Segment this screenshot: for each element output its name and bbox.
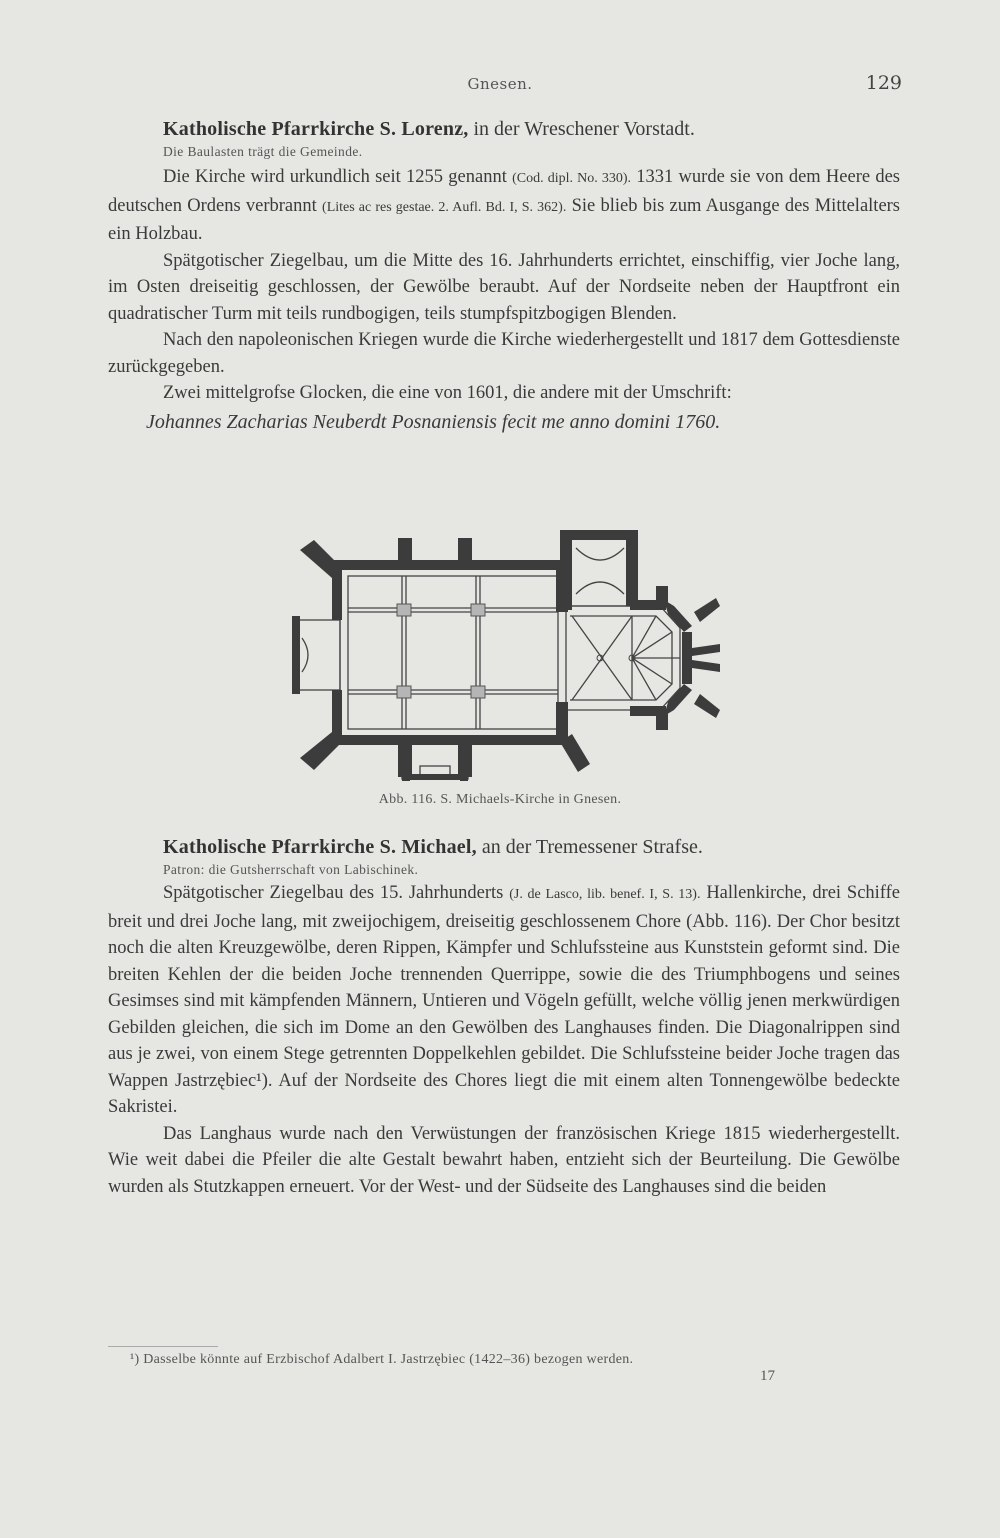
citation: (Lites ac res gestae. 2. Aufl. Bd. I, S. 362). — [322, 199, 567, 215]
text-run: Die Kirche wird urkundlich seit 1255 genannt — [163, 167, 507, 187]
figure-caption: Abb. 116. S. Michaels-Kirche in Gnesen. — [378, 792, 622, 807]
section-heading — [108, 834, 900, 860]
paragraph — [108, 164, 900, 248]
bell-inscription: Johannes Zacharias Neuberdt Posnaniensis fecit me anno domini 1760. — [146, 410, 721, 433]
signature-mark: 17 — [760, 1368, 775, 1384]
paragraph — [108, 880, 900, 1121]
heading-bold: Katholische Pfarrkirche S. Lorenz, — [163, 118, 469, 140]
text-run: Spätgotischer Ziegelbau des 15. Jahrhunderts — [163, 883, 504, 903]
page-number: 129 — [865, 72, 902, 94]
text-run: Hallenkirche, drei Schiffe breit und drei Joche lang, mit zweijochigem, dreiseitig geschlossenem Chore (Abb. 116). Der Chor besitzt noch die alten Kreuzgewölbe, deren Rippen, Kämpfer und Schlufssteine aus Kunststein geformt sind. Die breiten Kehlen der die beiden Joche trennenden Querrippe, sowie die des Triumphbogens und seines Gesimses sind mit kämpfenden Männern, Untieren und Vögeln gefüllt, welche völlig jenen merkwürdigen Gebilden gleichen, die sich im Dome an den Gewölben des Langhauses finden. Die Diagonalrippen sind aus je zwei, von einem Stege getrennten Doppelkehlen gebildet. Die Schlufssteine beider Joche tragen das Wappen Jastrzębiec¹). Auf der Nordseite des Chores liegt die mit einem alten Tonnengewölbe bedeckte Sakristei. — [108, 883, 901, 1117]
text-run: Sie blieb bis zum Ausgange des Mittelalters ein Holzbau. — [108, 195, 901, 244]
text-run: Zwei mittelgrofse Glocken, die eine von 1601, die andere mit der Umschrift: — [163, 383, 732, 403]
section-michael — [108, 834, 900, 1200]
heading-rest: an der Tremessener Strafse. — [481, 836, 703, 858]
paragraph — [108, 380, 900, 407]
church-floor-plan — [280, 528, 720, 783]
section-heading — [108, 116, 900, 142]
running-title: Gnesen. — [467, 75, 533, 93]
text-run: Spätgotischer Ziegelbau, um die Mitte des 16. Jahrhunderts errichtet, einschiffig, vier Joche lang, im Osten dreiseitig geschlossen, der Gewölbe beraubt. Auf der Nordseite neben der Hauptfront ein quadratischer Turm mit teils rundbogigen, teils stumpfspitzbogigen Blenden. — [108, 250, 900, 324]
text-run: 1331 wurde sie von dem Heere des deutschen Ordens verbrannt — [108, 167, 900, 216]
section-lorenz — [108, 116, 900, 434]
citation: (J. de Lasco, lib. benef. I, S. 13). — [509, 887, 701, 902]
heading-bold: Katholische Pfarrkirche S. Michael, — [163, 836, 477, 858]
patron-note: Die Baulasten trägt die Gemeinde. — [163, 144, 363, 159]
text-run: Nach den napoleonischen Kriegen wurde die Kirche wiederhergestellt und 1817 dem Gottesdienste zurückgegeben. — [108, 330, 900, 377]
paragraph — [108, 327, 900, 380]
heading-rest: in der Wreschener Vorstadt. — [473, 118, 695, 140]
paragraph — [108, 248, 900, 328]
footnote: ¹) Dasselbe könnte auf Erzbischof Adalbert I. Jastrzębiec (1422–36) bezogen werden. — [130, 1352, 634, 1367]
text-run: Das Langhaus wurde nach den Verwüstungen der französischen Kriege 1815 wiederhergestellt. Wie weit dabei die Pfeiler die alte Gestalt bewahrt haben, entzieht sich der Beurteilung. Die Gewölbe wurden als Stutzkappen erneuert. Vor der West- und der Südseite des Langhauses sind die beiden — [108, 1123, 900, 1197]
citation: (Cod. dipl. No. 330). — [512, 171, 632, 186]
paragraph — [108, 1121, 900, 1201]
patron-note: Patron: die Gutsherrschaft von Labischinek. — [163, 862, 419, 877]
footnote-rule — [108, 1346, 218, 1347]
